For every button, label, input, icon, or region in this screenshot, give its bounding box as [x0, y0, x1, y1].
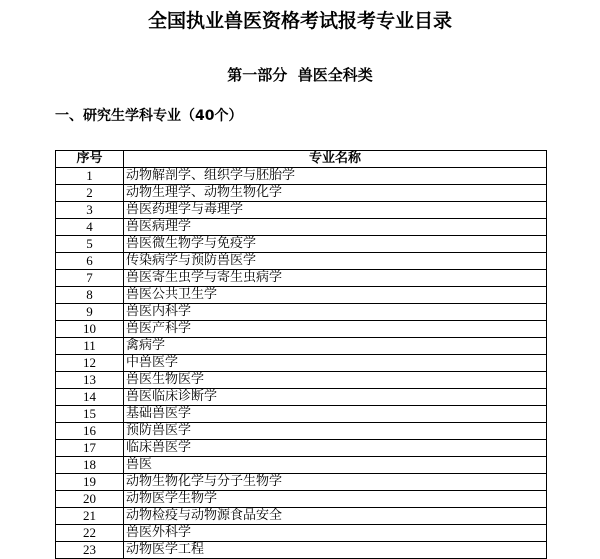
- row-major-name: 禽病学: [124, 338, 547, 355]
- table-row: [56, 440, 547, 457]
- row-number: 3: [56, 202, 124, 219]
- table-row: [56, 389, 547, 406]
- document-title: 全国执业兽医资格考试报考专业目录: [147, 10, 452, 32]
- section-heading: 一、研究生学科专业（40个）: [55, 108, 243, 124]
- table-row: [56, 202, 547, 219]
- row-number: 7: [56, 270, 124, 287]
- row-number: 18: [56, 457, 124, 474]
- row-number: 17: [56, 440, 124, 457]
- table-row: [56, 474, 547, 491]
- row-number: 20: [56, 491, 124, 508]
- row-number: 11: [56, 338, 124, 355]
- row-major-name: 预防兽医学: [124, 423, 547, 440]
- row-number: 9: [56, 304, 124, 321]
- table-row: [56, 236, 547, 253]
- header-name: 专业名称: [124, 151, 547, 168]
- row-major-name: 动物生物化学与分子生物学: [124, 474, 547, 491]
- table-row: [56, 508, 547, 525]
- row-major-name: 临床兽医学: [124, 440, 547, 457]
- row-number: 1: [56, 168, 124, 185]
- table-row: [56, 219, 547, 236]
- row-major-name: 动物检疫与动物源食品安全: [124, 508, 547, 525]
- table-row: [56, 304, 547, 321]
- table-row: [56, 338, 547, 355]
- row-number: 14: [56, 389, 124, 406]
- header-number: 序号: [56, 151, 124, 168]
- row-number: 5: [56, 236, 124, 253]
- row-number: 10: [56, 321, 124, 338]
- row-major-name: 中兽医学: [124, 355, 547, 372]
- row-major-name: 兽医内科学: [124, 304, 547, 321]
- row-number: 22: [56, 525, 124, 542]
- table-row: [56, 491, 547, 508]
- row-number: 8: [56, 287, 124, 304]
- row-major-name: 动物医学生物学: [124, 491, 547, 508]
- table-row: [56, 525, 547, 542]
- table-row: [56, 321, 547, 338]
- row-major-name: 兽医外科学: [124, 525, 547, 542]
- table-row: [56, 270, 547, 287]
- major-table: [55, 150, 547, 559]
- table-row: [56, 185, 547, 202]
- row-number: 19: [56, 474, 124, 491]
- row-number: 6: [56, 253, 124, 270]
- row-major-name: 兽医产科学: [124, 321, 547, 338]
- table-row: [56, 423, 547, 440]
- row-number: 13: [56, 372, 124, 389]
- row-number: 16: [56, 423, 124, 440]
- row-number: 4: [56, 219, 124, 236]
- table-row: [56, 542, 547, 559]
- row-major-name: 兽医寄生虫学与寄生虫病学: [124, 270, 547, 287]
- row-major-name: 动物解剖学、组织学与胚胎学: [124, 168, 547, 185]
- table-row: [56, 168, 547, 185]
- table-row: [56, 457, 547, 474]
- row-number: 12: [56, 355, 124, 372]
- part-title: 第一部分 兽医全科类: [227, 66, 373, 84]
- row-major-name: 动物医学工程: [124, 542, 547, 559]
- table-row: [56, 253, 547, 270]
- row-major-name: 基础兽医学: [124, 406, 547, 423]
- row-major-name: 兽医微生物学与免疫学: [124, 236, 547, 253]
- row-number: 21: [56, 508, 124, 525]
- row-major-name: 兽医: [124, 457, 547, 474]
- table-row: [56, 372, 547, 389]
- table-row: [56, 287, 547, 304]
- table-row: [56, 406, 547, 423]
- row-major-name: 传染病学与预防兽医学: [124, 253, 547, 270]
- row-number: 15: [56, 406, 124, 423]
- row-number: 2: [56, 185, 124, 202]
- table-row: [56, 355, 547, 372]
- row-major-name: 兽医药理学与毒理学: [124, 202, 547, 219]
- row-major-name: 动物生理学、动物生物化学: [124, 185, 547, 202]
- row-major-name: 兽医病理学: [124, 219, 547, 236]
- row-major-name: 兽医临床诊断学: [124, 389, 547, 406]
- row-major-name: 兽医公共卫生学: [124, 287, 547, 304]
- table-header-row: [56, 151, 547, 168]
- row-number: 23: [56, 542, 124, 559]
- row-major-name: 兽医生物医学: [124, 372, 547, 389]
